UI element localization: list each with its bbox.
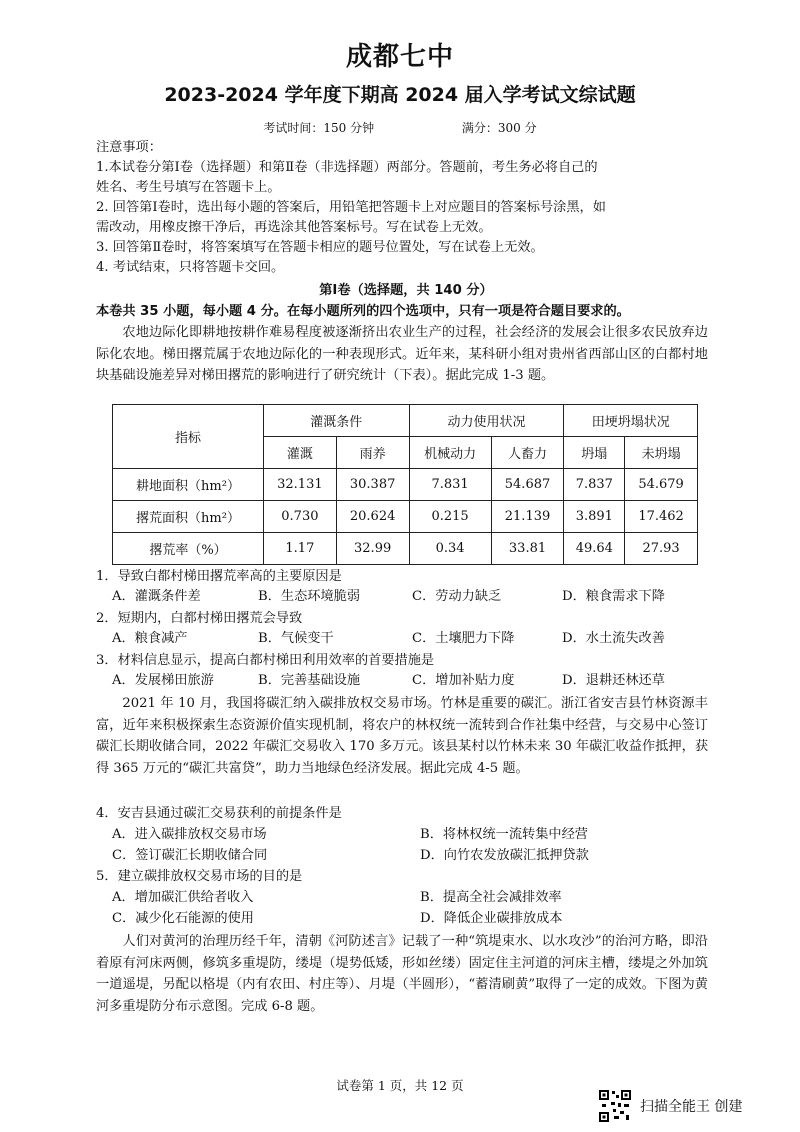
table-cell: 3.891 <box>564 501 625 533</box>
section-intro: 本卷共 35 小题，每小题 4 分。在每小题所列的四个选项中，只有一项是符合题目要求的。 <box>96 304 630 319</box>
option: D．粮食需求下降 <box>562 589 665 604</box>
option: D．降低企业碳排放成本 <box>420 911 563 926</box>
table-cell: 54.687 <box>491 469 564 501</box>
table-subheader: 坍塌 <box>564 437 625 469</box>
question-stem: 1．导致白都村梯田撂荒率高的主要原因是 <box>96 569 342 584</box>
option: C．劳动力缺乏 <box>412 589 502 604</box>
table-subheader: 未坍塌 <box>625 437 698 469</box>
table-cell: 54.679 <box>625 469 698 501</box>
passage-3: 人们对黄河的治理历经千年，清朝《河防述言》记载了一种“筑堤束水、以水攻沙”的治河方略，即沿着原有河床两侧，修筑多重堤防，缕堤（堤势低矮，形如丝缕）固定住主河道的河床主槽，缕堤之外加筑一道遥堤，另配以格堤（内有农田、村庄等）、月堤（半圆形），“蓄清刷黄”取得了一定的成效。下图为黄河多重堤防分布示意图。完成 6-8 题。 <box>96 934 708 1014</box>
table-cell: 32.131 <box>264 469 337 501</box>
table-subheader: 灌溉 <box>264 437 337 469</box>
table-cell: 49.64 <box>564 533 625 565</box>
table-subheader: 雨养 <box>336 437 409 469</box>
table-cell: 27.93 <box>625 533 698 565</box>
notice-heading: 注意事项： <box>96 140 162 155</box>
section-title: 第Ⅰ卷（选择题，共 140 分） <box>319 283 493 298</box>
table-row <box>113 469 698 501</box>
option: C．增加补贴力度 <box>412 673 515 688</box>
qr-code-icon <box>598 1089 632 1123</box>
table-cell: 32.99 <box>336 533 409 565</box>
option: B．气候变干 <box>258 631 334 646</box>
table-cell: 0.215 <box>409 501 491 533</box>
passage-1: 农地边际化即耕地按耕作难易程度被逐渐挤出农业生产的过程，社会经济的发展会让很多农民放弃边际化农地。梯田撂荒属于农地边际化的一种表现形式。近年来，某科研小组对贵州省西部山区的白都村地块基础设施差异对梯田撂荒的影响进行了研究统计（下表）。据此完成 1-3 题。 <box>96 325 708 383</box>
notice-line: 3. 回答第Ⅱ卷时，将答案填写在答题卡相应的题号位置处，写在试卷上无效。 <box>96 240 544 255</box>
school-name: 成都七中 <box>345 42 454 72</box>
passage-2: 2021 年 10 月，我国将碳汇纳入碳排放权交易市场。竹林是重要的碳汇。浙江省安吉县竹林资源丰富，近年来积极探索生态资源价值实现机制，将农户的林权统一流转到合作社集中经营，与交易中心签订碳汇长期收储合同，2022 年碳汇交易收入 170 多万元。该县某村以竹林未来 30 年碳汇收益作抵押，获得 365 万元的“碳汇共富贷”，助力当地绿色经济发展。据此完成 4-5 题。 <box>96 696 708 776</box>
option: C．土壤肥力下降 <box>412 631 515 646</box>
table-group-header: 动力使用状况 <box>409 405 564 437</box>
option: A．粮食减产 <box>112 631 188 646</box>
exam-score: 满分：300 分 <box>461 121 537 135</box>
notice-line: 需改动，用橡皮擦干净后，再选涂其他答案标号。写在试卷上无效。 <box>96 220 492 235</box>
option: C．签订碳汇长期收储合同 <box>112 848 268 863</box>
row-label: 撂荒面积（hm²） <box>113 501 264 533</box>
notice-line: 1.本试卷分第Ⅰ卷（选择题）和第Ⅱ卷（非选择题）两部分。答题前，考生务必将自己的 <box>96 160 598 175</box>
table-indicator-header: 指标 <box>113 405 264 469</box>
table-cell: 1.17 <box>264 533 337 565</box>
scanner-watermark <box>598 1089 742 1123</box>
table-row <box>113 501 698 533</box>
table-subheader: 人畜力 <box>491 437 564 469</box>
table-cell: 0.34 <box>409 533 491 565</box>
table-cell: 17.462 <box>625 501 698 533</box>
row-label: 撂荒率（%） <box>113 533 264 565</box>
option: A．进入碳排放权交易市场 <box>112 827 267 842</box>
question-stem: 3．材料信息显示，提高白都村梯田利用效率的首要措施是 <box>96 653 435 668</box>
option: D．水土流失改善 <box>562 631 665 646</box>
question-stem: 2．短期内，白都村梯田撂荒会导致 <box>96 611 303 626</box>
option: D．退耕还林还草 <box>562 673 665 688</box>
notice-line: 4. 考试结束，只将答题卡交回。 <box>96 260 285 275</box>
table-cell: 7.837 <box>564 469 625 501</box>
option: D．向竹农发放碳汇抵押贷款 <box>420 848 589 863</box>
survey-table <box>112 404 698 565</box>
table-group-header: 田埂坍塌状况 <box>564 405 698 437</box>
option: A．灌溉条件差 <box>112 589 201 604</box>
page-footer: 试卷第 1 页，共 12 页 <box>336 1078 464 1093</box>
row-label: 耕地面积（hm²） <box>113 469 264 501</box>
option: C．减少化石能源的使用 <box>112 911 254 926</box>
option: B．将林权统一流转集中经营 <box>420 827 588 842</box>
option: B．生态环境脆弱 <box>258 589 361 604</box>
scanner-watermark-text: 扫描全能王 创建 <box>640 1099 743 1115</box>
notice-line: 2. 回答第Ⅰ卷时，选出每小题的答案后，用铅笔把答题卡上对应题目的答案标号涂黑，如 <box>96 200 606 215</box>
table-cell: 30.387 <box>336 469 409 501</box>
notice-line: 姓名、考生号填写在答题卡上。 <box>96 180 281 195</box>
option: A．增加碳汇供给者收入 <box>112 890 254 905</box>
exam-time: 考试时间：150 分钟 <box>263 121 375 135</box>
table-subheader: 机械动力 <box>409 437 491 469</box>
option: B．提高全社会减排效率 <box>420 890 562 905</box>
exam-meta <box>0 119 800 136</box>
question-stem: 5．建立碳排放权交易市场的目的是 <box>96 869 303 884</box>
question-stem: 4．安吉县通过碳汇交易获利的前提条件是 <box>96 806 342 821</box>
table-row <box>113 533 698 565</box>
table-cell: 7.831 <box>409 469 491 501</box>
table-cell: 33.81 <box>491 533 564 565</box>
table-cell: 0.730 <box>264 501 337 533</box>
exam-title: 2023-2024 学年度下期高 2024 届入学考试文综试题 <box>164 84 636 106</box>
table-cell: 20.624 <box>336 501 409 533</box>
table-cell: 21.139 <box>491 501 564 533</box>
table-group-header: 灌溉条件 <box>264 405 410 437</box>
option: A．发展梯田旅游 <box>112 673 214 688</box>
option: B．完善基础设施 <box>258 673 361 688</box>
